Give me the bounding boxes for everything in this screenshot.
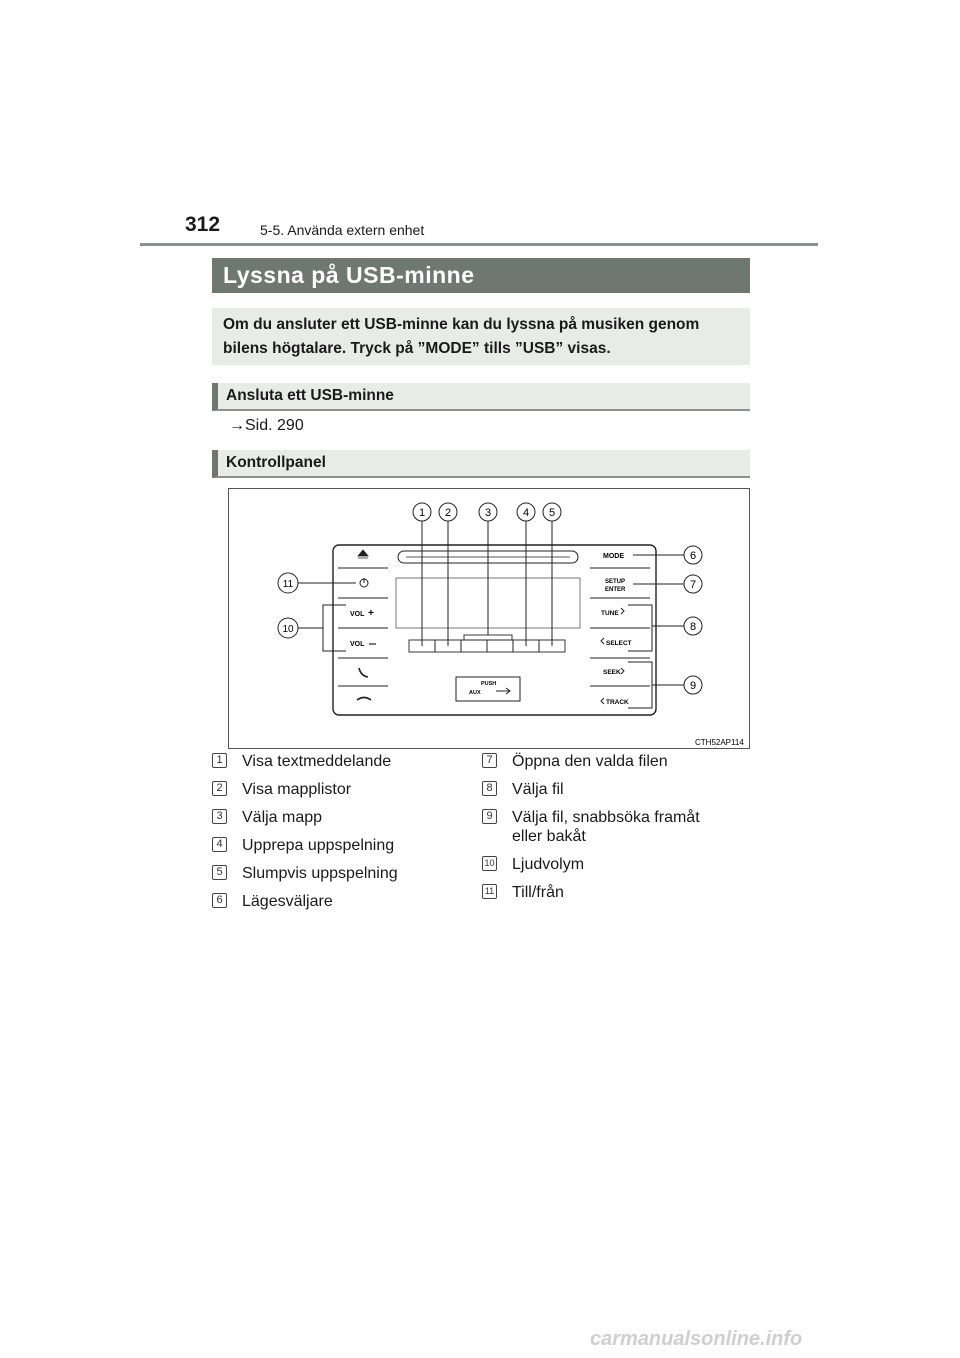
aux-label: AUX bbox=[469, 690, 481, 696]
callout-2: 2 bbox=[444, 507, 452, 519]
arrow-icon: → bbox=[229, 417, 245, 434]
tune-label: TUNE bbox=[601, 610, 619, 617]
intro-text: Om du ansluter ett USB-minne kan du lyssna på musiken genom bilens högtalare. Tryck på ”MODE” tills ”USB” visas. bbox=[212, 308, 750, 365]
legend-item bbox=[482, 780, 742, 799]
crossref-label: Sid. 290 bbox=[245, 417, 304, 434]
number-badge: 5 bbox=[212, 865, 227, 880]
mode-label: MODE bbox=[603, 553, 624, 560]
enter-label: ENTER bbox=[605, 587, 626, 593]
legend-text: Lägesväljare bbox=[242, 893, 333, 910]
legend-item bbox=[212, 892, 462, 911]
number-badge: 11 bbox=[482, 884, 497, 899]
panel-heading: Kontrollpanel bbox=[212, 450, 750, 478]
legend-item bbox=[212, 836, 462, 855]
legend-text: Välja fil bbox=[512, 781, 564, 798]
number-badge: 2 bbox=[212, 781, 227, 796]
section-path: 5-5. Använda extern enhet bbox=[260, 222, 425, 238]
legend-text: Upprepa uppspelning bbox=[242, 837, 395, 854]
seek-label: SEEK bbox=[603, 669, 621, 676]
select-label: SELECT bbox=[606, 640, 632, 647]
number-badge: 10 bbox=[482, 856, 497, 871]
callout-6: 6 bbox=[689, 550, 697, 562]
callout-8: 8 bbox=[689, 621, 697, 633]
page-number: 312 bbox=[185, 213, 221, 236]
legend-item bbox=[212, 864, 462, 883]
legend-item bbox=[482, 808, 727, 846]
push-label: PUSH bbox=[481, 681, 497, 687]
legend-text: Visa mapplistor bbox=[242, 781, 352, 798]
header-rule bbox=[140, 243, 818, 246]
number-badge: 3 bbox=[212, 809, 227, 824]
legend-item bbox=[212, 780, 462, 799]
plus-icon: + bbox=[368, 608, 374, 619]
legend-text: Välja fil, snabbsöka framåt eller bakåt bbox=[512, 809, 700, 845]
track-label: TRACK bbox=[606, 699, 629, 706]
callout-10: 10 bbox=[282, 624, 294, 635]
legend-item bbox=[482, 883, 742, 902]
legend-right bbox=[482, 752, 742, 911]
legend-item bbox=[212, 808, 462, 827]
legend-item bbox=[482, 855, 742, 874]
crossref[interactable] bbox=[229, 417, 304, 435]
legend-item bbox=[212, 752, 462, 771]
legend-text: Till/från bbox=[512, 884, 564, 901]
legend-text: Slumpvis uppspelning bbox=[242, 865, 398, 882]
legend-left bbox=[212, 752, 462, 920]
callout-1: 1 bbox=[418, 507, 426, 519]
callout-9: 9 bbox=[689, 680, 697, 692]
number-badge: 6 bbox=[212, 893, 227, 908]
callout-4: 4 bbox=[522, 507, 530, 519]
figure-code: CTH52AP114 bbox=[695, 738, 744, 747]
callout-5: 5 bbox=[548, 507, 556, 519]
callout-11: 11 bbox=[282, 579, 294, 590]
legend-item bbox=[482, 752, 742, 771]
number-badge: 9 bbox=[482, 809, 497, 824]
vol-minus-label: VOL bbox=[350, 641, 365, 648]
number-badge: 4 bbox=[212, 837, 227, 852]
legend-text: Öppna den valda filen bbox=[512, 753, 668, 770]
vol-plus-label: VOL bbox=[350, 611, 365, 618]
callout-7: 7 bbox=[689, 579, 697, 591]
number-badge: 8 bbox=[482, 781, 497, 796]
callout-3: 3 bbox=[484, 507, 492, 519]
connect-heading: Ansluta ett USB-minne bbox=[212, 383, 750, 411]
setup-label: SETUP bbox=[605, 579, 626, 585]
control-panel-figure bbox=[228, 488, 750, 749]
number-badge: 7 bbox=[482, 753, 497, 768]
legend-text: Ljudvolym bbox=[512, 856, 585, 873]
page-title: Lyssna på USB-minne bbox=[212, 258, 750, 293]
radio-unit bbox=[333, 545, 656, 715]
watermark: carmanualsonline.info bbox=[590, 1328, 803, 1350]
legend-text: Välja mapp bbox=[242, 809, 323, 826]
legend-text: Visa textmeddelande bbox=[242, 753, 392, 770]
number-badge: 1 bbox=[212, 753, 227, 768]
